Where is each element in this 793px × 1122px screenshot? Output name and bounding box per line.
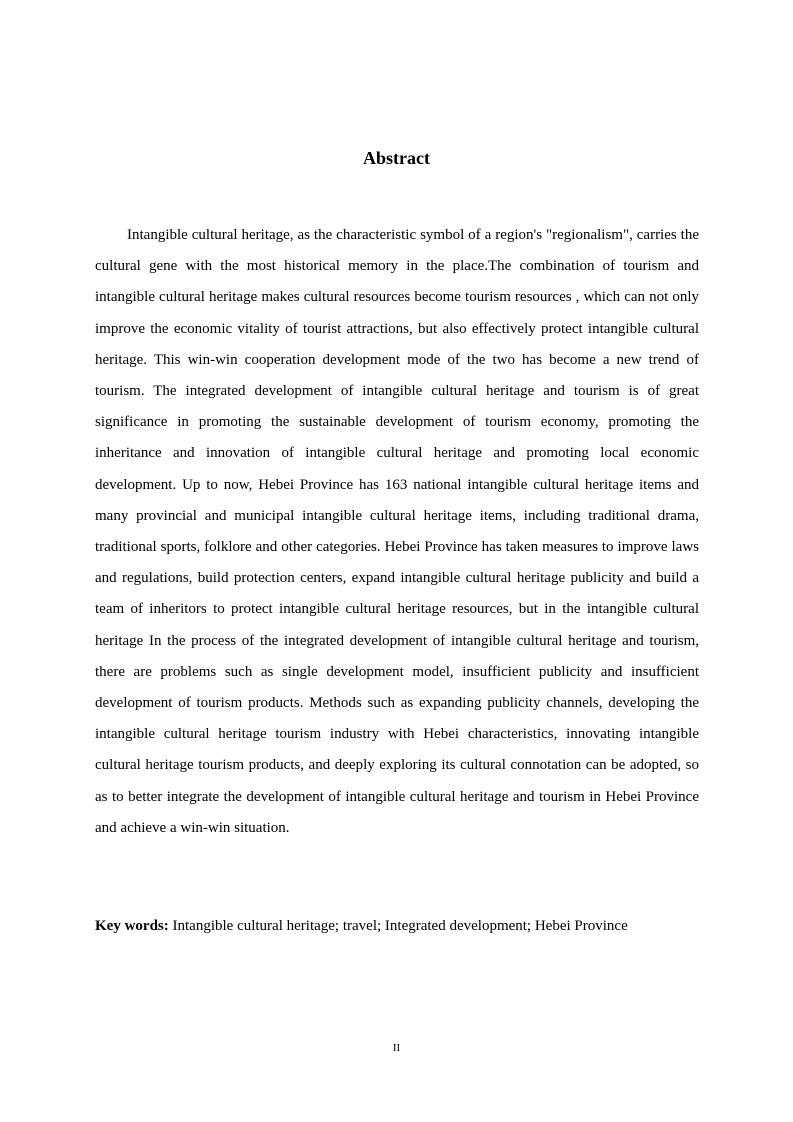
abstract-title: Abstract [363,148,430,168]
keywords-text: Intangible cultural heritage; travel; Integrated development; Hebei Province [168,918,628,934]
keywords-label: Key words: [95,918,169,934]
abstract-body: Intangible cultural heritage, as the characteristic symbol of a region's "regionalism", carries the cultural gene with the most historical memory in the place.The combination of tourism and intangible cultural heritage makes cultural resources become tourism resources , which can not only improve the economic vitality of tourist attractions, but also effectively protect intangible cultural heritage. This win-win cooperation development mode of the two has become a new trend of tourism. The integrated development of intangible cultural heritage and tourism is of great significance in promoting the sustainable development of tourism economy, promoting the inheritance and innovation of intangible cultural heritage and promoting local economic development. Up to now, Hebei Province has 163 national intangible cultural heritage items and many provincial and municipal intangible cultural heritage items, including traditional drama, traditional sports, folklore and other categories. Hebei Province has taken measures to improve laws and regulations, build protection centers, expand intangible cultural heritage publicity and build a team of inheritors to protect intangible cultural heritage resources, but in the intangible cultural heritage In the process of the integrated development of intangible cultural heritage and tourism, there are problems such as single development model, insufficient publicity and insufficient development of tourism products. Methods such as expanding publicity channels, developing the intangible cultural heritage tourism industry with Hebei characteristics, innovating intangible cultural heritage tourism products, and deeply exploring its cultural connotation can be adopted, so as to better integrate the development of intangible cultural heritage and tourism in Hebei Province and achieve a win-win situation. [95,227,699,836]
keywords-line [95,912,699,940]
page-number: II [392,1042,401,1054]
